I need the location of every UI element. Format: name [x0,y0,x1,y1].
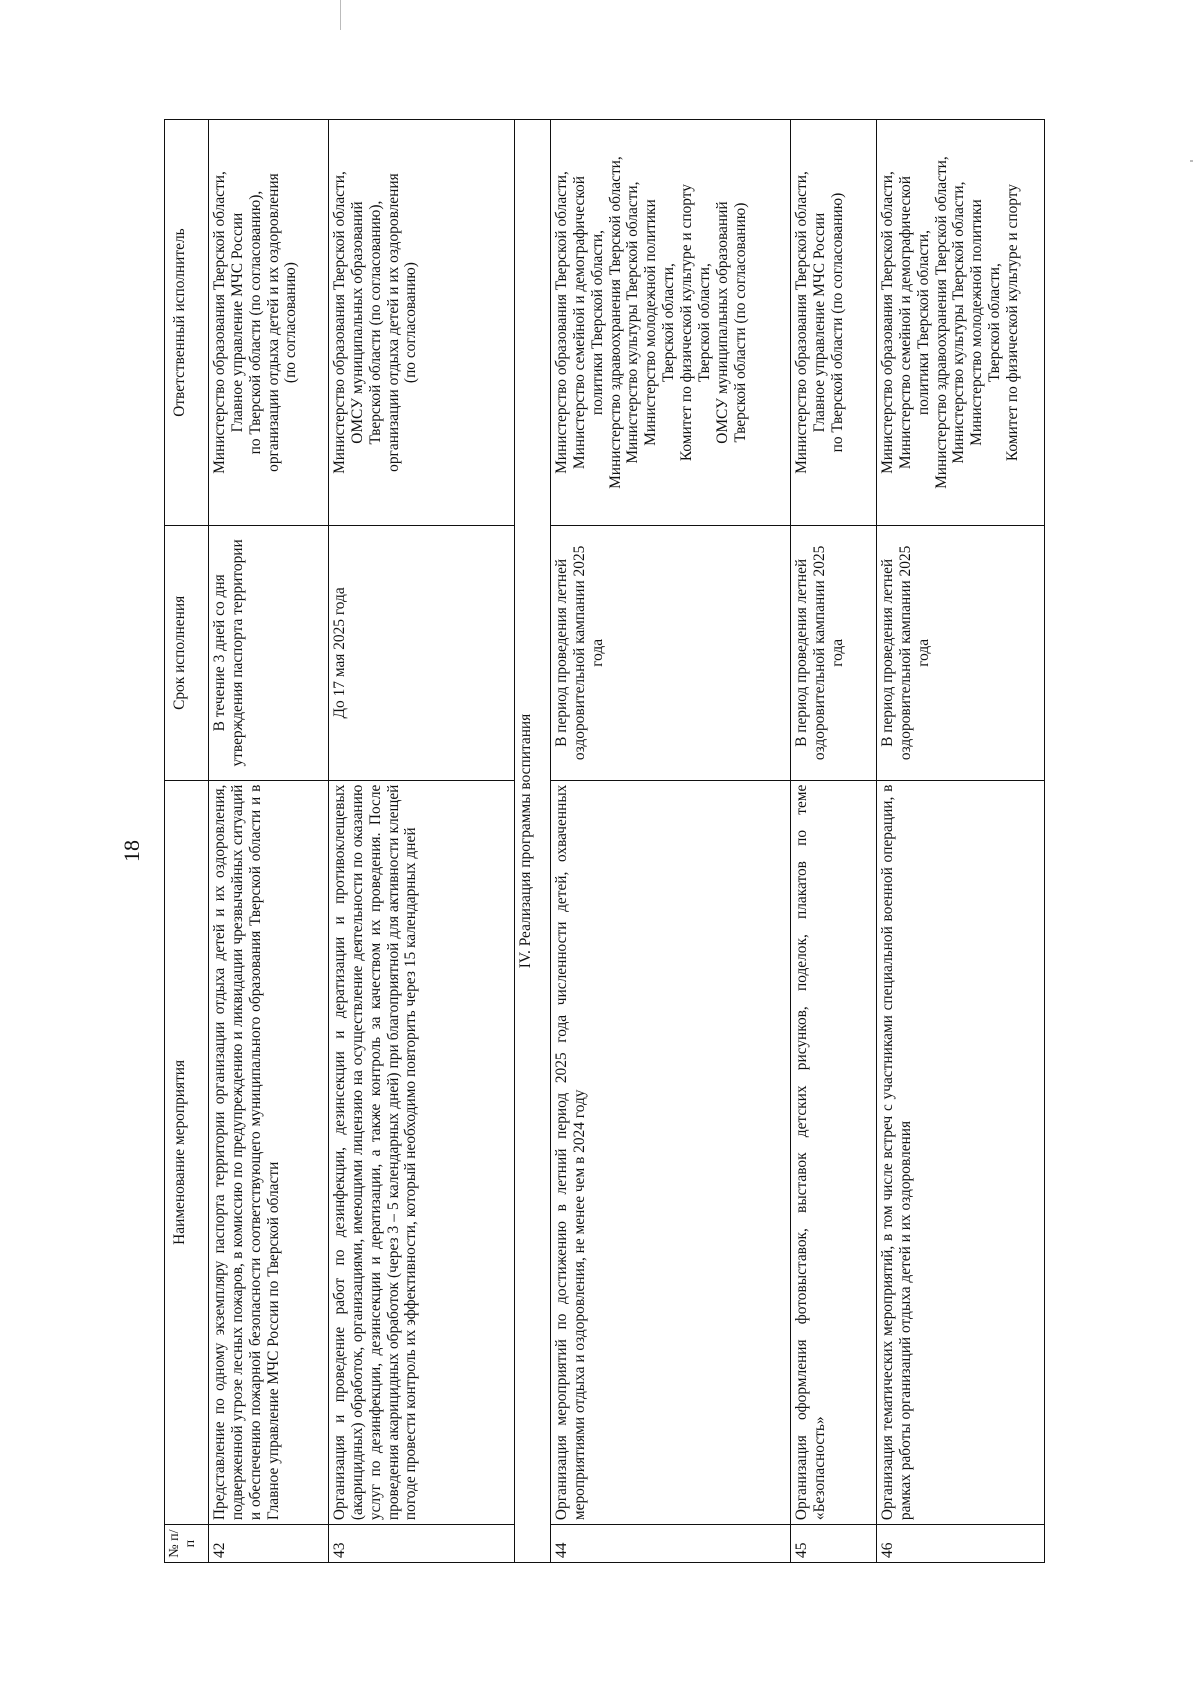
responsible-line: Министерство культуры Тверской области, [950,181,968,464]
responsible-line: Тверской области, [660,263,678,383]
responsible-line: Министерство культуры Тверской области, [624,181,642,464]
responsible-line: (по согласованию) [402,262,420,384]
responsible-line: Министерство образования Тверской области, [331,171,348,474]
responsible-line: Тверской области (по согласованию) [731,202,749,443]
responsible-line: Тверской области, [695,263,713,383]
due-date: В период проведения летней оздоровительной кампании 2025 года [551,526,791,780]
responsible-line: по Тверской области (по согласованию), [246,190,264,455]
row-number: 43 [329,1525,515,1563]
responsible-line: Министерство семейной и демографической [896,176,914,470]
responsible-executor [209,120,329,526]
event-name: Организация мероприятий по достижению в летний период 2025 года численности детей, охваченных мероприятиями отдыха и оздоровления, не менее чем в 2024 году [551,780,791,1525]
table-row [877,120,1045,1563]
table-row [551,120,791,1563]
scan-artifact-top [340,0,341,30]
responsible-executor [791,120,877,526]
row-number: 45 [791,1525,877,1563]
row-number: 42 [209,1525,329,1563]
rotated-table-container [164,119,1176,1563]
responsible-line: Комитет по физической культуре и спорту [1004,184,1022,462]
responsible-line: Министерство молодежной политики [642,199,660,446]
responsible-line: Тверской области (по согласованию), [366,200,384,445]
responsible-line: Главное управление МЧС России [810,212,828,433]
responsible-line: Министерство семейной и демографической [570,176,588,470]
section-row [515,120,551,1563]
header-name: Наименование мероприятия [165,780,209,1525]
table-row [209,120,329,1563]
responsible-executor [551,120,791,526]
responsible-line: ОМСУ муниципальных образований [713,201,731,444]
due-date: В течение 3 дней со дня утверждения паспорта территории [209,526,329,780]
due-date: В период проведения летней оздоровительной кампании 2025 года [791,526,877,780]
responsible-line: Тверской области, [986,263,1004,383]
row-number: 46 [877,1525,1045,1563]
responsible-executor [329,120,515,526]
responsible-line: ОМСУ муниципальных образований [348,201,366,444]
responsible-line: политики Тверской области, [914,230,932,416]
responsible-line: Министерство здравоохранения Тверской области, [606,156,624,489]
row-number: 44 [551,1525,791,1563]
responsible-line: Комитет по физической культуре и спорту [678,184,696,462]
responsible-line: (по согласованию) [282,262,300,384]
responsible-executor [877,120,1045,526]
scan-artifact-right [1190,160,1193,162]
event-name: Организация тематических мероприятий, в том числе встреч с участниками специальной военной операции, в рамках работы организаций отдыха детей и их оздоровления [877,780,1045,1525]
responsible-line: Министерство образования Тверской области, [211,171,228,474]
event-name: Организация и проведение работ по дезинфекции, дезинсекции и дератизации и противоклещевых (акарицидных) обработок, организациями, имеющими лицензию на осуществление деятельности по оказанию услуг по дезинфекции, дезинсекции и дератизации, а также контроль за качеством их проведения. После проведения акарицидных обработок (через 3 – 5 календарных дней) при благоприятной для активности клещей погоде провести контроль их эффективности, который необходимо повторить через 15 календарных дней [329,780,515,1525]
responsible-line: Главное управление МЧС России [228,212,246,433]
table-row [329,120,515,1563]
due-date: До 17 мая 2025 года [329,526,515,780]
table-header-row [165,120,209,1563]
responsible-line: Министерство здравоохранения Тверской области, [932,156,950,489]
responsible-line: организации отдыха детей и их оздоровления [264,173,282,472]
header-num: № п/п [165,1525,209,1563]
responsible-line: политики Тверской области, [588,230,606,416]
responsible-line: Министерство образования Тверской области, [879,171,896,474]
due-date: В период проведения летней оздоровительной кампании 2025 года [877,526,1045,780]
responsible-line: Министерство образования Тверской области, [793,171,810,474]
header-responsible: Ответственный исполнитель [165,120,209,526]
responsible-line: Министерство молодежной политики [968,199,986,446]
header-due: Срок исполнения [165,526,209,780]
table-row [791,120,877,1563]
action-plan-table [164,119,1045,1563]
section-title: IV. Реализация программы воспитания [515,120,551,1563]
responsible-line: Министерство образования Тверской области, [553,171,570,474]
event-name: Организация оформления фотовыставок, выставок детских рисунков, поделок, плакатов по теме «Безопасность» [791,780,877,1525]
responsible-line: организации отдыха детей и их оздоровления [384,173,402,472]
event-name: Представление по одному экземпляру паспорта территории организации отдыха детей и их оздоровления, подверженной угрозе лесных пожаров, в комиссию по предупреждению и ликвидации чрезвычайных ситуаций и обеспечению пожарной безопасности соответствующего муниципального образования Тверской области и в Главное управление МЧС России по Тверской области [209,780,329,1525]
page-number: 18 [119,840,144,862]
responsible-line: по Тверской области (по согласованию) [828,192,846,453]
